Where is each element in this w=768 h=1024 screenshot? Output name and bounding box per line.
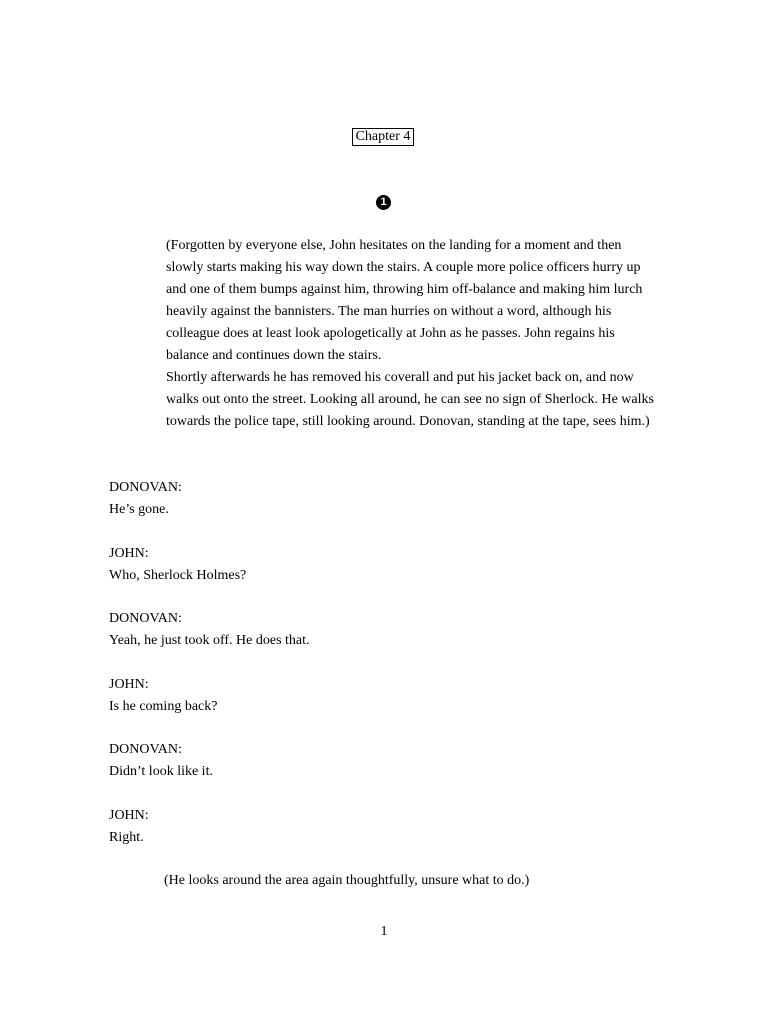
speaker-name: JOHN: [109, 546, 149, 561]
speaker-name: DONOVAN: [109, 480, 182, 495]
dialogue-block [109, 608, 669, 652]
dialogue-block [109, 674, 669, 718]
speaker-name: DONOVAN: [109, 611, 182, 626]
dialogue-block [109, 543, 669, 587]
dialogue-block [109, 805, 669, 849]
dialogue-line: Who, Sherlock Holmes? [109, 568, 247, 583]
dialogue-line: He’s gone. [109, 502, 169, 517]
stage-direction-paragraph: (Forgotten by everyone else, John hesitates on the landing for a moment and then slowly starts making his way down the stairs. A couple more police officers hurry up and one of them bumps against him, throwing him off-balance and making him lurch heavily against the bannisters. The man hurries on without a word, although his colleague does at least look apologetically at John as he passes. John regains his balance and continues down the stairs. [166, 238, 643, 363]
dialogue-line: Yeah, he just took off. He does that. [109, 633, 310, 648]
dialogue-line: Right. [109, 830, 144, 845]
stage-direction-closing [164, 870, 656, 892]
page-number: 1 [380, 924, 388, 939]
dialogue-block [109, 739, 669, 783]
dialogue-line: Didn’t look like it. [109, 764, 213, 779]
dialogue-line: Is he coming back? [109, 699, 218, 714]
dialogue-block [109, 477, 669, 521]
scene-number-marker: 1 [376, 195, 391, 210]
speaker-name: DONOVAN: [109, 742, 182, 757]
stage-direction-opening [166, 235, 658, 433]
stage-direction-paragraph: Shortly afterwards he has removed his coverall and put his jacket back on, and now walks out onto the street. Looking all around, he can see no sign of Sherlock. He walks towards the police tape, still looking around. Donovan, standing at the tape, sees him.) [166, 370, 654, 429]
stage-direction-paragraph: (He looks around the area again thoughtfully, unsure what to do.) [164, 873, 530, 888]
chapter-title: Chapter 4 [352, 128, 414, 146]
speaker-name: JOHN: [109, 808, 149, 823]
speaker-name: JOHN: [109, 677, 149, 692]
